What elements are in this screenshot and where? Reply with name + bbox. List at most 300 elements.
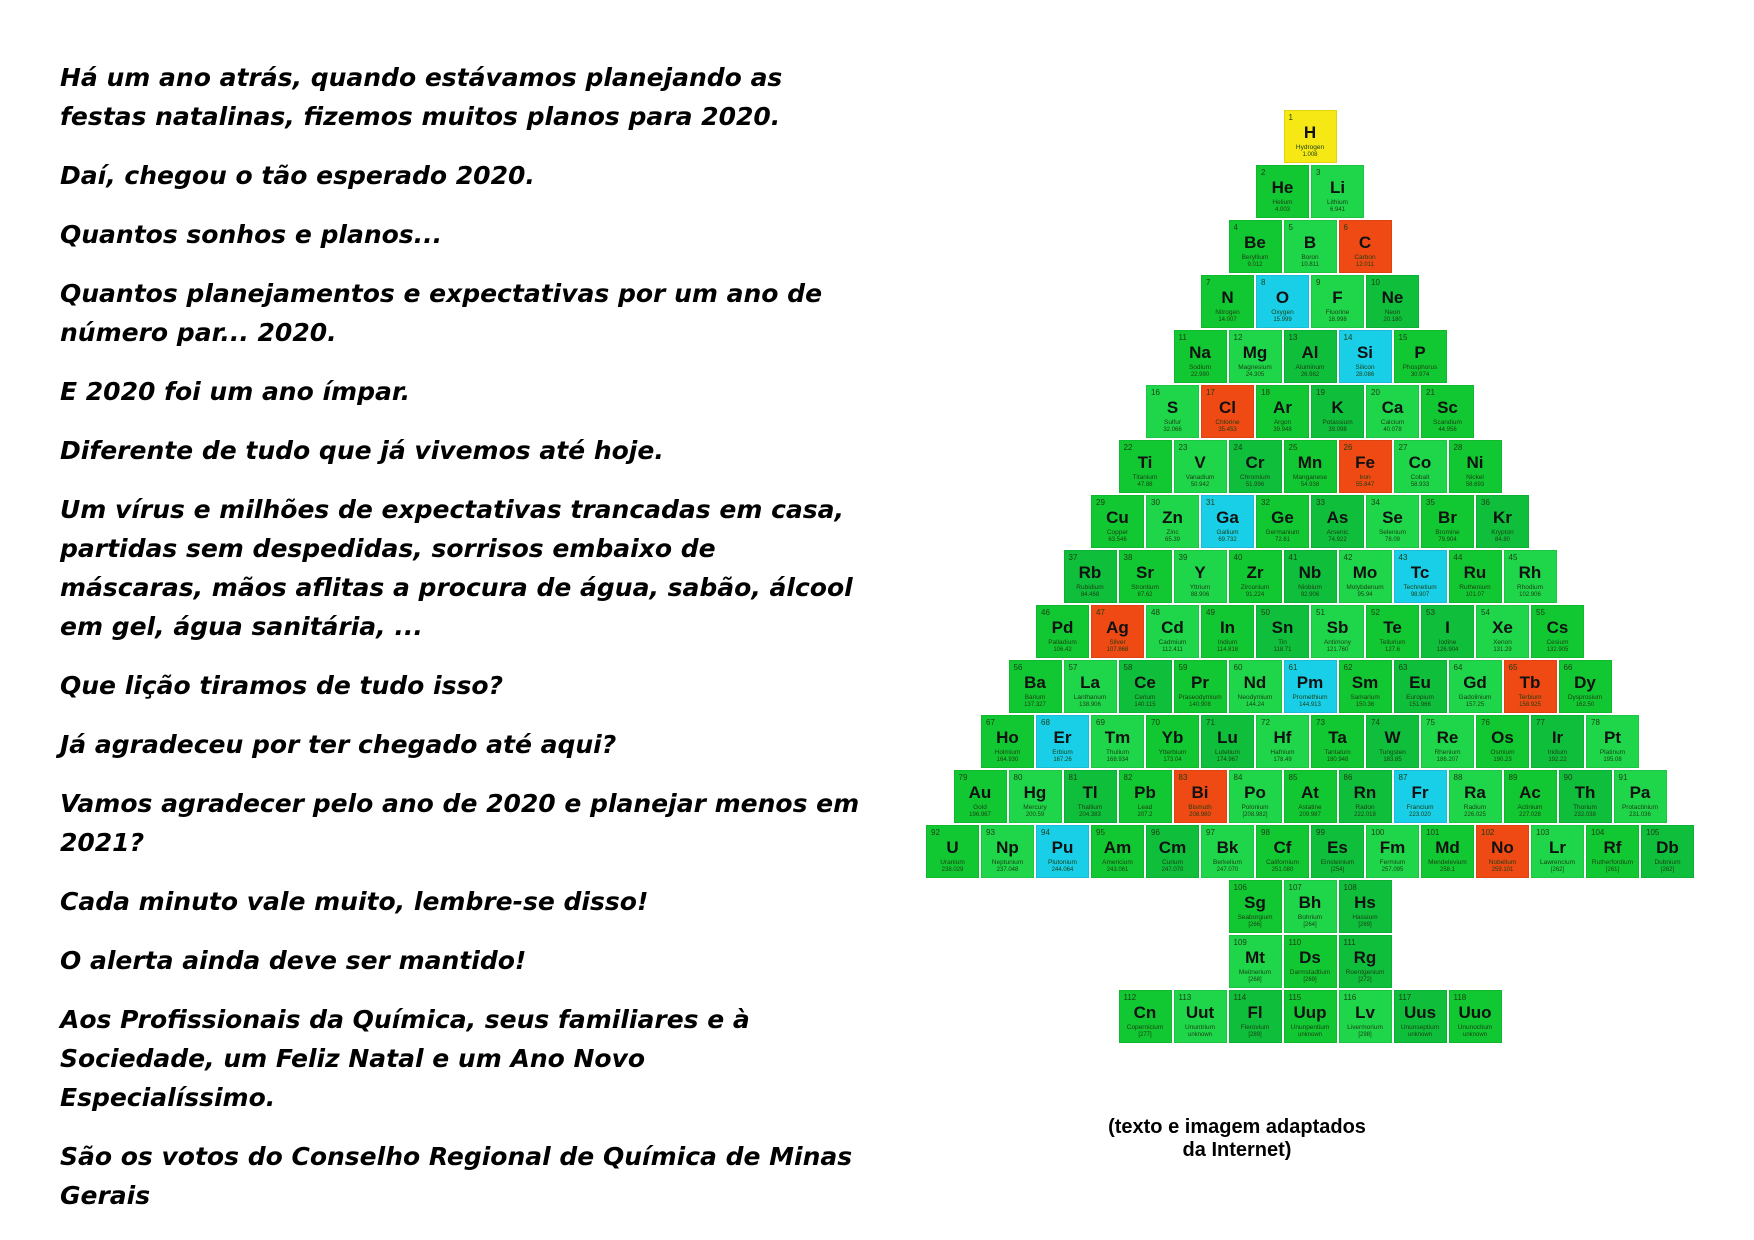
element-number: 64: [1453, 663, 1463, 672]
element-number: 97: [1206, 828, 1215, 837]
element-name: Silver: [1109, 639, 1126, 646]
element-cell-zn: [1146, 495, 1199, 548]
element-cell-nb: [1284, 550, 1337, 603]
element-mass: 6.941: [1329, 207, 1345, 213]
element-mass: 92.906: [1300, 592, 1320, 598]
element-number: 118: [1453, 993, 1467, 1002]
element-name: Vanadium: [1185, 474, 1215, 481]
element-number: 106: [1233, 883, 1247, 892]
element-name: Helium: [1272, 199, 1293, 206]
element-symbol: Pb: [1134, 783, 1156, 802]
element-symbol: Rn: [1353, 783, 1377, 802]
element-name: Ununoctium: [1457, 1024, 1493, 1031]
element-number: 78: [1591, 718, 1600, 727]
element-name: Fluorine: [1325, 309, 1350, 316]
element-name: Zinc: [1166, 529, 1179, 536]
element-cell-f: [1311, 275, 1364, 328]
element-mass: 102.906: [1519, 592, 1541, 598]
element-symbol: Ru: [1463, 563, 1487, 582]
element-symbol: Ds: [1299, 948, 1321, 967]
element-mass: 158.925: [1519, 702, 1541, 708]
element-name: Seaborgium: [1237, 914, 1273, 921]
element-mass: 51.996: [1245, 482, 1265, 488]
element-symbol: S: [1166, 398, 1179, 417]
element-cell-cm: [1146, 825, 1199, 878]
element-number: 43: [1398, 553, 1408, 562]
element-cell-w: [1366, 715, 1419, 768]
element-symbol: At: [1301, 783, 1319, 802]
element-name: Palladium: [1048, 639, 1077, 646]
element-number: 23: [1178, 443, 1188, 452]
element-name: Beryllium: [1241, 254, 1269, 261]
element-cell-ce: [1119, 660, 1172, 713]
element-number: 83: [1178, 773, 1188, 782]
element-cell-br: [1421, 495, 1474, 548]
element-number: 79: [958, 773, 968, 782]
element-name: Lithium: [1327, 199, 1348, 206]
element-name: Curium: [1162, 859, 1183, 866]
element-name: Tin: [1278, 639, 1287, 646]
element-mass: 204.383: [1079, 812, 1101, 818]
element-symbol: Ag: [1106, 618, 1129, 637]
element-number: 47: [1096, 608, 1105, 617]
element-symbol: Cn: [1133, 1003, 1157, 1022]
element-name: Erbium: [1052, 749, 1073, 756]
element-name: Neodymium: [1237, 694, 1273, 701]
element-name: Aluminum: [1295, 364, 1325, 371]
paragraph: Diferente de tudo que já vivemos até hoje.: [60, 436, 664, 465]
element-name: Hydrogen: [1295, 144, 1325, 151]
element-number: 29: [1096, 498, 1105, 507]
element-name: Zirconium: [1240, 584, 1270, 591]
element-cell-mn: [1284, 440, 1337, 493]
element-cell-rn: [1339, 770, 1392, 823]
element-name: Bohrium: [1297, 914, 1323, 921]
element-name: Carbon: [1354, 254, 1376, 261]
element-symbol: K: [1331, 398, 1344, 417]
element-number: 110: [1288, 938, 1302, 947]
element-symbol: Pd: [1051, 618, 1074, 637]
element-cell-pd: [1036, 605, 1089, 658]
element-name: Arsenic: [1326, 529, 1349, 536]
element-number: 111: [1343, 938, 1356, 947]
element-cell-uus: [1394, 990, 1447, 1043]
element-number: 87: [1398, 773, 1408, 782]
element-cell-hf: [1256, 715, 1309, 768]
element-number: 54: [1481, 608, 1490, 617]
element-cell-p: [1394, 330, 1447, 383]
element-symbol: Sc: [1437, 398, 1458, 417]
element-mass: 69.732: [1218, 537, 1237, 543]
element-cell-k: [1311, 385, 1364, 438]
element-symbol: Fl: [1247, 1003, 1263, 1022]
element-mass: 54.938: [1300, 482, 1320, 488]
element-symbol: Yb: [1161, 728, 1184, 747]
element-symbol: Fm: [1379, 838, 1406, 857]
element-number: 25: [1288, 443, 1298, 452]
element-symbol: Na: [1189, 343, 1211, 362]
element-number: 33: [1316, 498, 1325, 507]
element-name: Bromine: [1435, 529, 1460, 536]
element-cell-no: [1476, 825, 1529, 878]
element-symbol: Sm: [1351, 673, 1379, 692]
element-number: 40: [1233, 553, 1243, 562]
element-cell-s: [1146, 385, 1199, 438]
element-symbol: F: [1332, 288, 1343, 307]
element-symbol: I: [1445, 618, 1450, 637]
element-cell-uup: [1284, 990, 1337, 1043]
element-symbol: Cr: [1245, 453, 1265, 472]
element-cell-ra: [1449, 770, 1502, 823]
element-mass: 72.61: [1274, 537, 1290, 543]
element-symbol: Cs: [1546, 618, 1569, 637]
element-mass: 144.24: [1245, 702, 1265, 708]
element-symbol: Al: [1301, 343, 1319, 362]
element-name: Holmium: [994, 749, 1021, 756]
element-symbol: Rg: [1353, 948, 1377, 967]
element-symbol: Nb: [1298, 563, 1322, 582]
element-mass: 87.62: [1137, 592, 1153, 598]
element-number: 113: [1178, 993, 1192, 1002]
element-mass: 238.029: [941, 867, 964, 873]
element-name: Boron: [1301, 254, 1319, 261]
element-symbol: Ge: [1271, 508, 1294, 527]
paragraph: São os votos do Conselho Regional de Química de Minas Gerais: [60, 1142, 853, 1210]
element-cell-pr: [1174, 660, 1227, 713]
element-symbol: Mo: [1352, 563, 1378, 582]
element-cell-lr: [1531, 825, 1584, 878]
element-number: 95: [1096, 828, 1105, 837]
element-mass: 226.025: [1464, 812, 1486, 818]
element-number: 2: [1261, 168, 1266, 177]
paragraph: Já agradeceu por ter chegado até aqui?: [60, 730, 617, 759]
element-name: Protactinium: [1621, 804, 1659, 811]
element-name: Cobalt: [1410, 474, 1430, 481]
element-cell-ne: [1366, 275, 1419, 328]
element-name: Terbium: [1518, 694, 1542, 701]
element-number: 49: [1206, 608, 1215, 617]
element-cell-pm: [1284, 660, 1337, 713]
element-symbol: N: [1221, 288, 1234, 307]
element-symbol: Be: [1244, 233, 1266, 252]
element-number: 44: [1453, 553, 1463, 562]
element-mass: 50.942: [1190, 482, 1210, 488]
element-mass: 30.974: [1410, 372, 1430, 378]
element-number: 67: [986, 718, 995, 727]
element-mass: [262]: [1660, 867, 1675, 873]
element-number: 70: [1151, 718, 1160, 727]
element-mass: 107.868: [1106, 647, 1129, 653]
element-name: Potassium: [1322, 419, 1353, 426]
element-symbol: V: [1194, 453, 1206, 472]
element-number: 9: [1316, 278, 1321, 287]
element-name: Lanthanum: [1073, 694, 1107, 701]
element-mass: 208.980: [1189, 812, 1211, 818]
element-cell-se: [1366, 495, 1419, 548]
element-number: 84: [1233, 773, 1243, 782]
element-mass: 178.49: [1273, 757, 1292, 763]
element-mass: 79.904: [1438, 537, 1457, 543]
element-number: 6: [1343, 223, 1348, 232]
element-symbol: Te: [1383, 618, 1402, 637]
element-cell-eu: [1394, 660, 1447, 713]
element-name: Selenium: [1378, 529, 1407, 536]
element-cell-os: [1476, 715, 1529, 768]
element-symbol: Mn: [1297, 453, 1323, 472]
element-number: 19: [1316, 388, 1325, 397]
element-symbol: As: [1326, 508, 1349, 527]
element-cell-cn: [1119, 990, 1172, 1043]
element-name: Ununtrium: [1185, 1024, 1215, 1031]
element-number: 10: [1371, 278, 1380, 287]
element-mass: 137.327: [1024, 702, 1046, 708]
element-name: Scandium: [1433, 419, 1462, 426]
element-mass: 138.906: [1079, 702, 1101, 708]
element-number: 56: [1013, 663, 1023, 672]
element-number: 117: [1398, 993, 1412, 1002]
element-number: 89: [1508, 773, 1518, 782]
element-mass: 173.04: [1163, 757, 1182, 763]
element-symbol: Sr: [1136, 563, 1154, 582]
element-number: 108: [1343, 883, 1357, 892]
element-number: 45: [1508, 553, 1518, 562]
element-name: Praseodymium: [1178, 694, 1222, 701]
element-cell-cf: [1256, 825, 1309, 878]
element-symbol: No: [1491, 838, 1514, 857]
element-mass: 140.908: [1189, 702, 1211, 708]
element-name: Dysprosium: [1567, 694, 1603, 701]
element-number: 4: [1233, 223, 1238, 232]
element-name: Ytterbium: [1158, 749, 1187, 756]
element-mass: 84.468: [1080, 592, 1100, 598]
element-cell-ga: [1201, 495, 1254, 548]
element-mass: 20.180: [1383, 317, 1402, 323]
element-number: 65: [1508, 663, 1518, 672]
element-number: 36: [1481, 498, 1490, 507]
element-number: 46: [1041, 608, 1050, 617]
element-symbol: Ti: [1137, 453, 1153, 472]
element-mass: 40.078: [1383, 427, 1402, 433]
element-name: Roentgenium: [1345, 969, 1385, 976]
element-mass: 78.09: [1384, 537, 1400, 543]
element-cell-au: [954, 770, 1007, 823]
element-symbol: Rb: [1078, 563, 1102, 582]
element-cell-u: [926, 825, 979, 878]
element-mass: 259.101: [1491, 867, 1514, 873]
element-mass: 237.048: [996, 867, 1019, 873]
element-cell-cl: [1201, 385, 1254, 438]
element-symbol: Rh: [1518, 563, 1542, 582]
element-symbol: Sn: [1271, 618, 1294, 637]
element-name: Neon: [1384, 309, 1401, 316]
element-symbol: Mt: [1245, 948, 1265, 967]
element-symbol: Sg: [1244, 893, 1266, 912]
element-symbol: Po: [1244, 783, 1266, 802]
element-symbol: Co: [1408, 453, 1432, 472]
element-name: Antimony: [1323, 639, 1352, 646]
element-number: 12: [1233, 333, 1243, 342]
element-number: 21: [1426, 388, 1435, 397]
element-cell-zr: [1229, 550, 1282, 603]
element-cell-tb: [1504, 660, 1557, 713]
element-symbol: Ra: [1464, 783, 1486, 802]
element-name: Polonium: [1241, 804, 1269, 811]
element-symbol: Ce: [1134, 673, 1156, 692]
element-mass: 183.85: [1383, 757, 1402, 763]
element-mass: unknown: [1407, 1032, 1433, 1038]
element-cell-nd: [1229, 660, 1282, 713]
element-mass: 12.011: [1356, 262, 1374, 268]
element-number: 62: [1343, 663, 1353, 672]
element-number: 116: [1343, 993, 1357, 1002]
element-number: 107: [1288, 883, 1302, 892]
element-symbol: Pt: [1604, 728, 1621, 747]
element-cell-cr: [1229, 440, 1282, 493]
element-mass: 200.59: [1025, 812, 1045, 818]
element-mass: 126.904: [1436, 647, 1459, 653]
element-name: Darmstadtium: [1289, 969, 1331, 976]
element-number: 93: [986, 828, 995, 837]
element-symbol: Md: [1435, 838, 1460, 857]
element-symbol: Tb: [1519, 673, 1541, 692]
element-cell-ca: [1366, 385, 1419, 438]
element-name: Molybdenum: [1346, 584, 1384, 591]
element-cell-kr: [1476, 495, 1529, 548]
element-cell-bk: [1201, 825, 1254, 878]
element-mass: unknown: [1462, 1032, 1488, 1038]
element-symbol: Ca: [1381, 398, 1404, 417]
element-symbol: Es: [1327, 838, 1348, 857]
element-mass: 164.930: [996, 757, 1019, 763]
element-number: 24: [1233, 443, 1243, 452]
element-symbol: Nd: [1243, 673, 1267, 692]
element-cell-sg: [1229, 880, 1282, 933]
element-cell-ag: [1091, 605, 1144, 658]
element-cell-ir: [1531, 715, 1584, 768]
element-cell-np: [981, 825, 1034, 878]
element-number: 81: [1068, 773, 1078, 782]
element-mass: 257.095: [1381, 867, 1404, 873]
element-number: 22: [1123, 443, 1133, 452]
element-cell-te: [1366, 605, 1419, 658]
element-mass: 26.982: [1300, 372, 1320, 378]
element-name: Thallium: [1077, 804, 1103, 811]
element-symbol: Li: [1329, 178, 1346, 197]
element-cell-tc: [1394, 550, 1447, 603]
element-cell-v: [1174, 440, 1227, 493]
element-symbol: Bk: [1216, 838, 1239, 857]
element-symbol: Xe: [1492, 618, 1513, 637]
element-mass: 18.998: [1328, 317, 1347, 323]
element-cell-be: [1229, 220, 1282, 273]
element-symbol: Cf: [1273, 838, 1292, 857]
element-number: 31: [1206, 498, 1215, 507]
element-name: Tantalum: [1324, 749, 1351, 756]
element-cell-as: [1311, 495, 1364, 548]
element-cell-cu: [1091, 495, 1144, 548]
element-cell-yb: [1146, 715, 1199, 768]
element-symbol: O: [1275, 288, 1290, 307]
element-cell-cs: [1531, 605, 1584, 658]
element-cell-y: [1174, 550, 1227, 603]
element-mass: [269]: [1358, 922, 1372, 928]
element-name: Neptunium: [991, 859, 1024, 866]
element-number: 15: [1398, 333, 1408, 342]
paragraph: Um vírus e milhões de expectativas trancadas em casa, partidas sem despedidas, sorrisos embaixo de máscaras, mãos aflitas a procura de água, sabão, álcool em gel, água sanitária, ...: [60, 495, 853, 641]
element-number: 35: [1426, 498, 1435, 507]
element-symbol: Gd: [1463, 673, 1487, 692]
element-mass: 74.922: [1328, 537, 1347, 543]
element-name: Rhodium: [1516, 584, 1543, 591]
element-name: Meitnerium: [1238, 969, 1272, 976]
element-cell-md: [1421, 825, 1474, 878]
element-mass: 151.966: [1409, 702, 1431, 708]
element-name: Ununpentium: [1290, 1024, 1330, 1031]
element-name: Bismuth: [1188, 804, 1212, 811]
element-cell-ni: [1449, 440, 1502, 493]
element-name: Indium: [1217, 639, 1238, 646]
element-mass: [261]: [1605, 867, 1620, 873]
element-cell-h: [1284, 110, 1337, 163]
element-number: 73: [1316, 718, 1325, 727]
element-cell-dy: [1559, 660, 1612, 713]
element-name: Rhenium: [1434, 749, 1461, 756]
element-number: 30: [1151, 498, 1160, 507]
element-symbol: Uut: [1185, 1003, 1215, 1022]
element-number: 80: [1013, 773, 1023, 782]
element-cell-sc: [1421, 385, 1474, 438]
element-cell-pa: [1614, 770, 1667, 823]
element-symbol: Uuo: [1458, 1003, 1492, 1022]
element-symbol: U: [946, 838, 959, 857]
element-number: 90: [1563, 773, 1573, 782]
element-number: 27: [1398, 443, 1408, 452]
element-symbol: Pu: [1051, 838, 1074, 857]
element-name: Tellurium: [1379, 639, 1406, 646]
element-mass: [289]: [1248, 1032, 1262, 1038]
element-mass: [277]: [1138, 1032, 1152, 1038]
element-symbol: Br: [1438, 508, 1457, 527]
element-number: 112: [1123, 993, 1137, 1002]
element-name: Rutherfordium: [1591, 859, 1634, 866]
element-cell-he: [1256, 165, 1309, 218]
element-mass: 195.08: [1603, 757, 1622, 763]
element-name: Cerium: [1134, 694, 1156, 701]
element-number: 7: [1206, 278, 1211, 287]
element-cell-b: [1284, 220, 1337, 273]
element-symbol: Cd: [1161, 618, 1184, 637]
element-symbol: Au: [968, 783, 992, 802]
element-cell-si: [1339, 330, 1392, 383]
paragraph: O alerta ainda deve ser mantido!: [60, 946, 527, 975]
element-mass: 101.07: [1465, 592, 1485, 598]
paragraph: Há um ano atrás, quando estávamos planejando as festas natalinas, fizemos muitos planos para 2020.: [60, 63, 783, 131]
element-name: Magnesium: [1238, 364, 1272, 371]
element-number: 94: [1041, 828, 1050, 837]
element-mass: 192.22: [1548, 757, 1567, 763]
element-number: 63: [1398, 663, 1408, 672]
element-number: 66: [1563, 663, 1573, 672]
element-number: 102: [1481, 828, 1495, 837]
element-mass: [269]: [1303, 977, 1317, 983]
element-symbol: Os: [1491, 728, 1514, 747]
element-name: Berkelium: [1213, 859, 1242, 866]
element-mass: 114.818: [1216, 647, 1239, 653]
element-cell-fm: [1366, 825, 1419, 878]
paragraph: Daí, chegou o tão esperado 2020.: [60, 161, 535, 190]
element-mass: 258.1: [1439, 867, 1455, 873]
element-symbol: Zr: [1246, 563, 1264, 582]
